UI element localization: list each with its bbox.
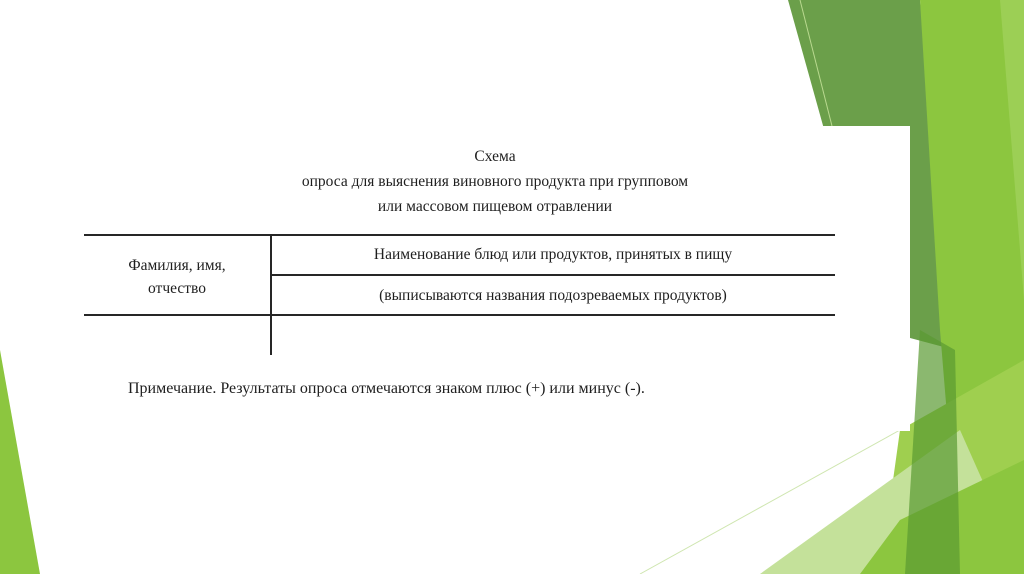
right-header: Наименование блюд или продуктов, принятых в пищу [373, 246, 733, 263]
title-line-1: Схема [474, 148, 516, 165]
title-line-3: или массовом пищевом отравлении [377, 198, 613, 215]
left-header-line-1: Фамилия, имя, [128, 257, 226, 274]
table-top-rule [84, 234, 835, 236]
deco-facet-left [0, 350, 40, 574]
title-line-2: опроса для выяснения виновного продукта при групповом [301, 173, 689, 190]
table-header-bottom-rule [84, 314, 835, 316]
left-header-line-2: отчество [148, 280, 206, 297]
deco-facet-shadow [905, 330, 960, 574]
table-mid-rule [271, 274, 835, 276]
document-title [80, 144, 910, 219]
survey-note: Примечание. Результаты опроса отмечаются знаком плюс (+) или минус (-). [128, 380, 645, 397]
document-image [80, 126, 910, 431]
right-subheader: (выписываются названия подозреваемых продуктов) [379, 287, 727, 304]
